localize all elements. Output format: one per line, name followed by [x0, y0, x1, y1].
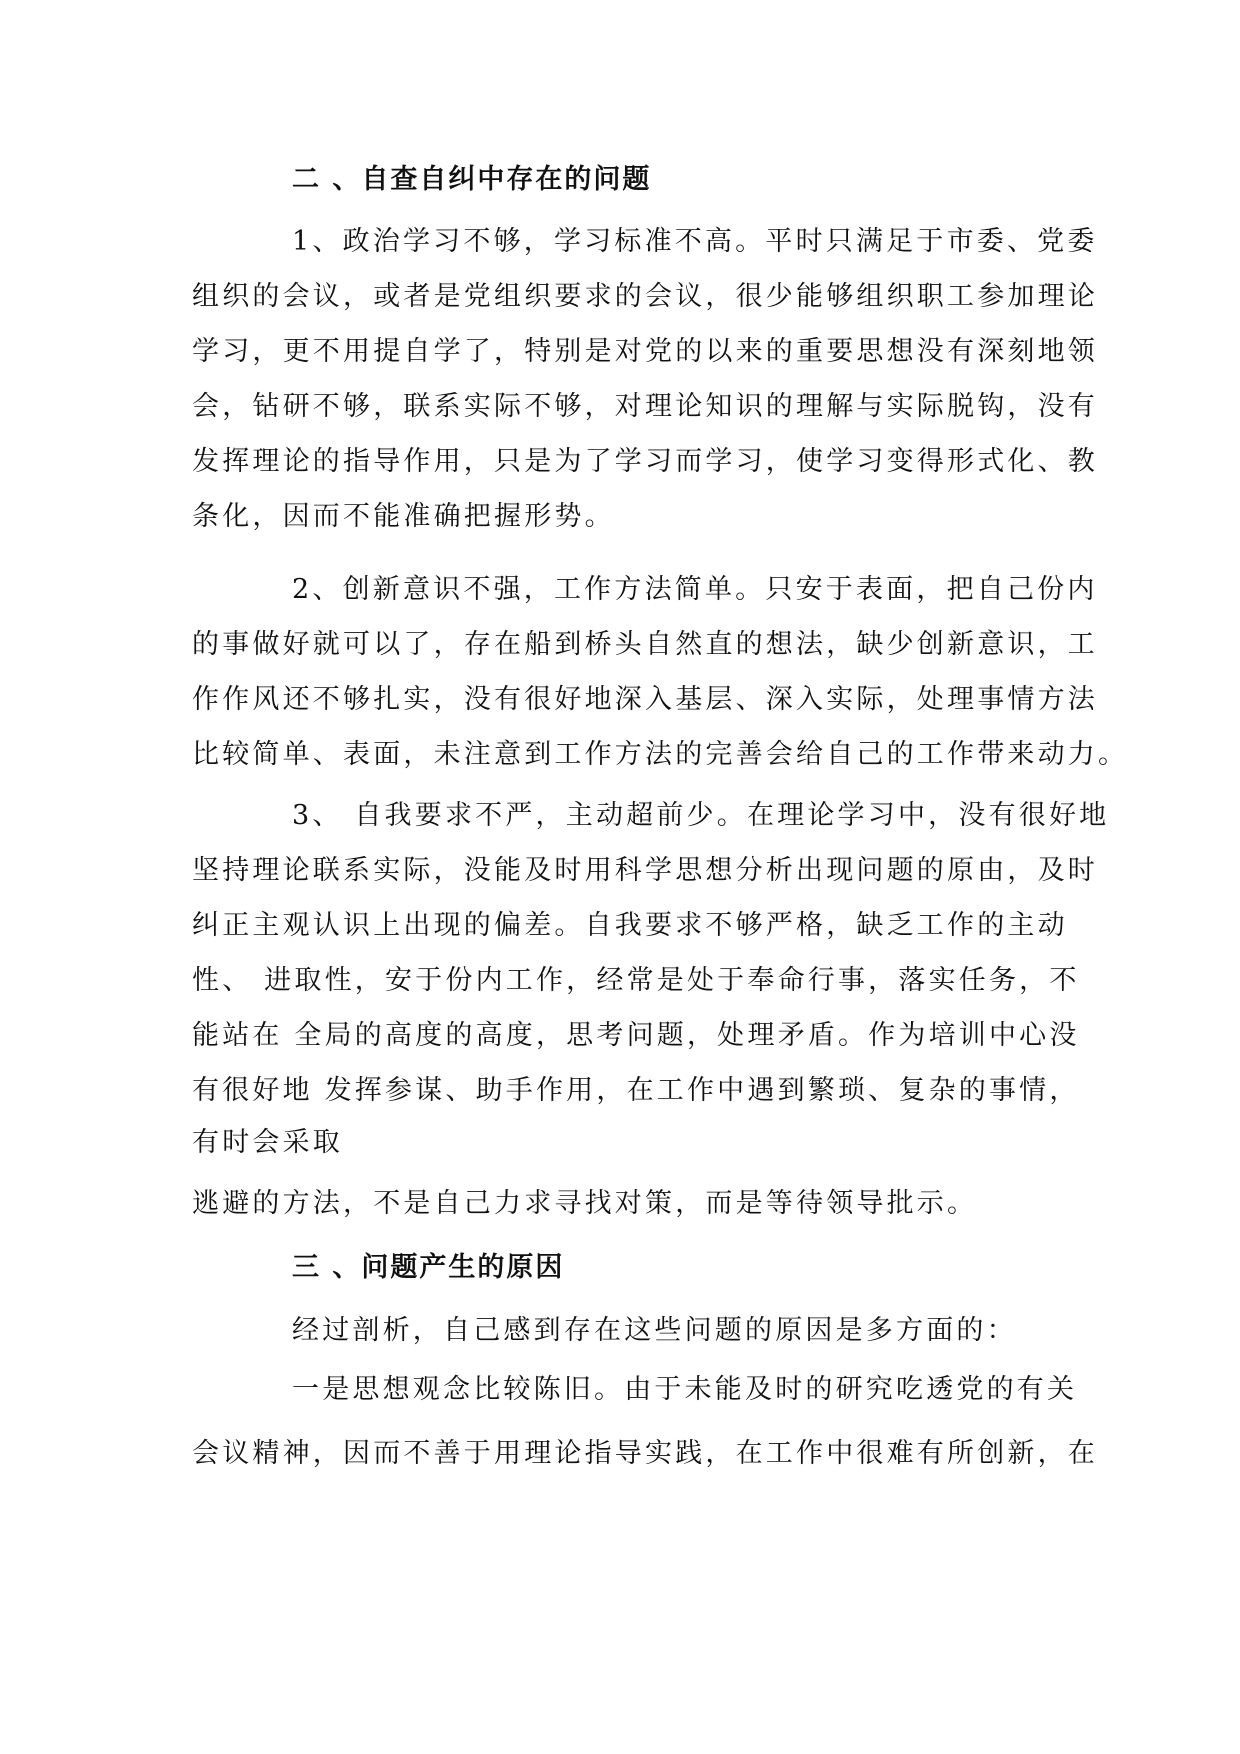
paragraph-line: 坚持理论联系实际，没能及时用科学思想分析出现问题的原由，及时	[192, 855, 1098, 886]
paragraph-line: 逃避的方法，不是自己力求寻找对策，而是等待领导批示。	[192, 1188, 978, 1219]
paragraph-line: 比较简单、表面，未注意到工作方法的完善会给自己的工作带来动力。	[192, 739, 1129, 770]
paragraph-line: 2、创新意识不强，工作方法简单。只安于表面，把自己份内	[292, 574, 1098, 605]
section-heading-2: 二 、自查自纠中存在的问题	[292, 164, 652, 195]
paragraph-line: 能站在 全局的高度的高度，思考问题，处理矛盾。作为培训中心没	[192, 1020, 1080, 1051]
paragraph-line: 有时会采取	[192, 1127, 343, 1158]
section-heading-3: 三 、问题产生的原因	[292, 1252, 565, 1283]
paragraph-line: 经过剖析，自己感到存在这些问题的原因是多方面的：	[292, 1315, 1017, 1346]
paragraph-line: 组织的会议，或者是党组织要求的会议，很少能够组织职工参加理论	[192, 281, 1098, 312]
paragraph-line: 的事做好就可以了，存在船到桥头自然直的想法，缺少创新意识，工	[192, 629, 1098, 660]
paragraph-line: 发挥理论的指导作用，只是为了学习而学习，使学习变得形式化、教	[192, 446, 1098, 477]
paragraph-line: 1、政治学习不够，学习标准不高。平时只满足于市委、党委	[292, 226, 1098, 257]
paragraph-line: 一是思想观念比较陈旧。由于未能及时的研究吃透党的有关	[292, 1374, 1078, 1405]
paragraph-line: 有很好地 发挥参谋、助手作用，在工作中遇到繁琐、复杂的事情，	[192, 1075, 1080, 1106]
paragraph-line: 会，钻研不够，联系实际不够，对理论知识的理解与实际脱钩，没有	[192, 391, 1098, 422]
paragraph-line: 条化，因而不能准确把握形势。	[192, 501, 615, 532]
paragraph-line: 作作风还不够扎实，没有很好地深入基层、深入实际，处理事情方法	[192, 684, 1098, 715]
paragraph-line: 会议精神，因而不善于用理论指导实践，在工作中很难有所创新，在	[192, 1438, 1098, 1469]
paragraph-line: 学习，更不用提自学了，特别是对党的以来的重要思想没有深刻地领	[192, 336, 1098, 367]
paragraph-line: 纠正主观认识上出现的偏差。自我要求不够严格，缺乏工作的主动	[192, 910, 1068, 941]
paragraph-line: 3、 自我要求不严，主动超前少。在理论学习中，没有很好地	[292, 800, 1110, 831]
paragraph-line: 性、 进取性，安于份内工作，经常是处于奉命行事，落实任务，不	[192, 965, 1080, 996]
